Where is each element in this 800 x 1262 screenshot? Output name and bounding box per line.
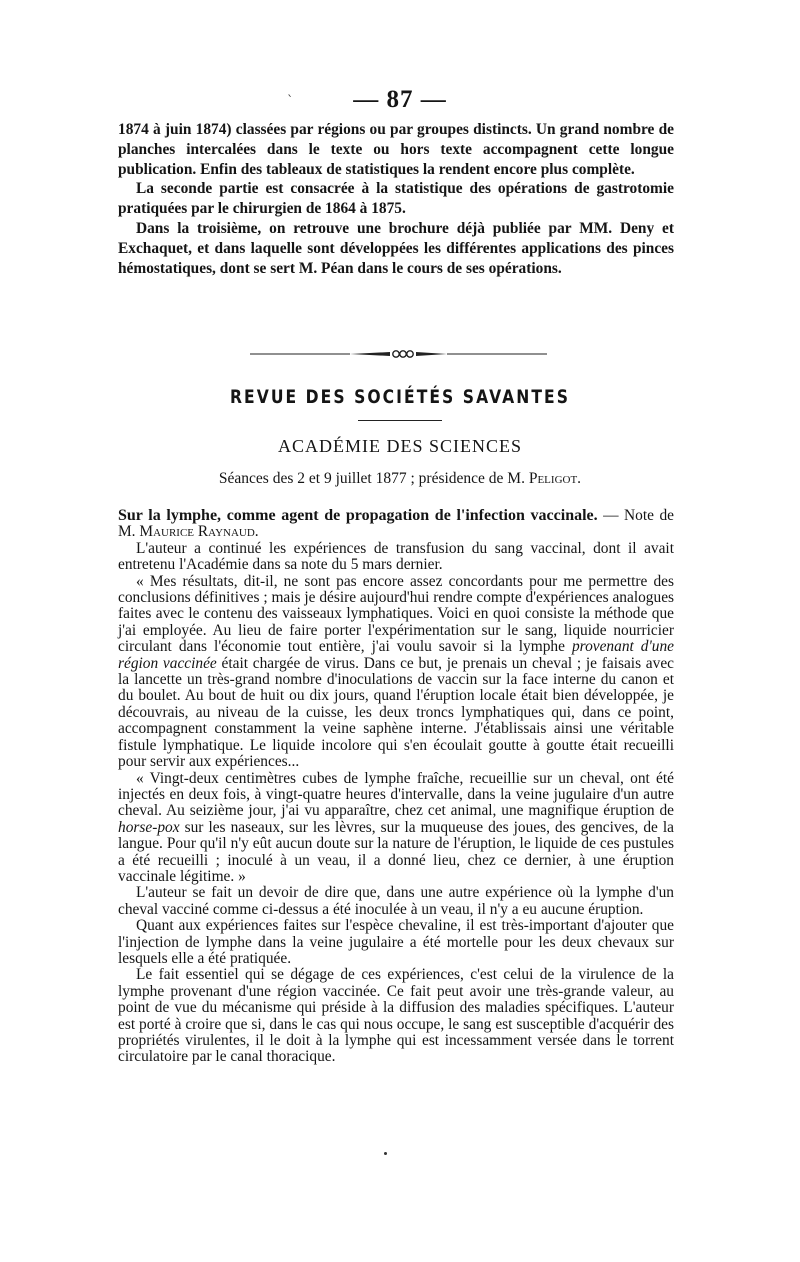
page-number: — 87 — — [353, 86, 447, 113]
author-name: Maurice Raynaud. — [139, 523, 259, 541]
intro-text — [118, 120, 674, 278]
paragraph: « Mes résultats, dit-il, ne sont pas encore assez concordants pour me permettre des conclusions définitives ; mais je désire aujourd'hui rendre compte d'expériences analogues faites avec le contenu des vaisseaux lymphatiques. Voici en quoi consiste la méthode que j'ai employée. Au lieu de faire porter l'expérimentation sur le sang, liquide nourricier circulant dans l'économie tout entière, j'ai voulu savoir si la lymphe provenant d'une région vaccinée était chargée de virus. Dans ce but, je prenais un cheval ; je faisais avec la lancette un très-grand nombre d'inoculations de vaccin sur la face interne du canon et du boulet. Au bout de huit ou dix jours, quand l'éruption locale était bien développée, je découvrais, au niveau de la cuisse, les deux troncs lymphatiques qui, dans ce point, accompagnent constamment la veine saphène interne. J'établissais ainsi une véritable fistule lymphatique. Le liquide incolore qui s'en écoulait goutte à goutte était recueilli pour servir aux expériences... — [118, 572, 675, 771]
note-prefix: — Note de M. — [118, 507, 674, 541]
paragraph: L'auteur a continué les expériences de transfusion du sang vaccinal, dont il avait entretenu l'Académie dans sa note du 5 mars dernier. — [118, 539, 674, 574]
paragraph: « Vingt-deux centimètres cubes de lymphe fraîche, recueillie sur un cheval, ont été injectés en deux fois, à vingt-quatre heures d'intervalle, dans la veine jugulaire d'un autre cheval. Au seizième jour, j'ai vu apparaître, chez cet animal, une magnifique éruption de horse-pox sur les naseaux, sur les lèvres, sur la muqueuse des joues, des gencives, de la langue. Pour qu'il n'y eût aucun doute sur la nature de l'éruption, le liquide de ces pustules a été recueilli ; inoculé à un veau, il a donné lieu, chez ce dernier, à une éruption vaccinale légitime. » — [118, 769, 674, 885]
emphasis: provenant d'une région vaccinée — [118, 638, 674, 672]
paragraph: L'auteur se fait un devoir de dire que, dans une autre expérience où la lymphe d'un cheval vacciné comme ci-dessus a été inoculée à un veau, il n'y a eu aucune éruption. — [118, 884, 674, 918]
margin-mark: ` — [287, 94, 294, 109]
academy-heading: ACADÉMIE DES SCIENCES — [277, 436, 522, 456]
intro-paragraph: Dans la troisième, on retrouve une brochure déjà publiée par MM. Deny et Exchaquet, et dans laquelle sont développées les différentes applications des pinces hémostatiques, dont se sert M. Péan dans le cours de ses opérations. — [118, 219, 674, 277]
intro-paragraph: 1874 à juin 1874) classées par régions ou par groupes distincts. Un grand nombre de planches intercalées dans le texte ou hors texte accompagnent cette longue publication. Enfin des tableaux de statistiques la rendent encore plus complète. — [118, 121, 674, 178]
paragraph: Quant aux expériences faites sur l'espèce chevaline, il est très-important d'ajouter que l'injection de lymphe dans la veine jugulaire a été mortelle pour les deux chevaux sur lesquels elle a été pratiquée. — [118, 917, 674, 967]
divider — [358, 420, 442, 421]
article-title: Sur la lymphe, comme agent de propagation de l'infection vaccinale. — [118, 507, 598, 524]
ornamental-rule — [250, 348, 547, 360]
article-body — [118, 508, 674, 1066]
intro-paragraph: La seconde partie est consacrée à la statistique des opérations de gastrotomie pratiquées par le chirurgien de 1864 à 1875. — [118, 180, 674, 218]
president-name: Peligot. — [528, 470, 582, 487]
session-text: Séances des 2 et 9 juillet 1877 ; présidence de M. — [218, 470, 529, 487]
ink-dot — [384, 1152, 387, 1155]
section-heading: REVUE DES SOCIÉTÉS SAVANTES — [229, 386, 571, 408]
session-line — [0, 470, 800, 488]
emphasis: horse-pox — [118, 818, 180, 836]
paragraph: Le fait essentiel qui se dégage de ces expériences, c'est celui de la virulence de la lymphe provenant d'une région vaccinée. Ce fait peut avoir une très-grande valeur, au point de vue du mécanisme qui préside à la diffusion des maladies spécifiques. L'auteur est porté à croire que si, dans le cas qui nous occupe, le sang est susceptible d'acquérir des propriétés virulentes, il le doit à la lymphe qui est incessamment versée dans le torrent circulatoire par le canal thoracique. — [118, 966, 674, 1066]
